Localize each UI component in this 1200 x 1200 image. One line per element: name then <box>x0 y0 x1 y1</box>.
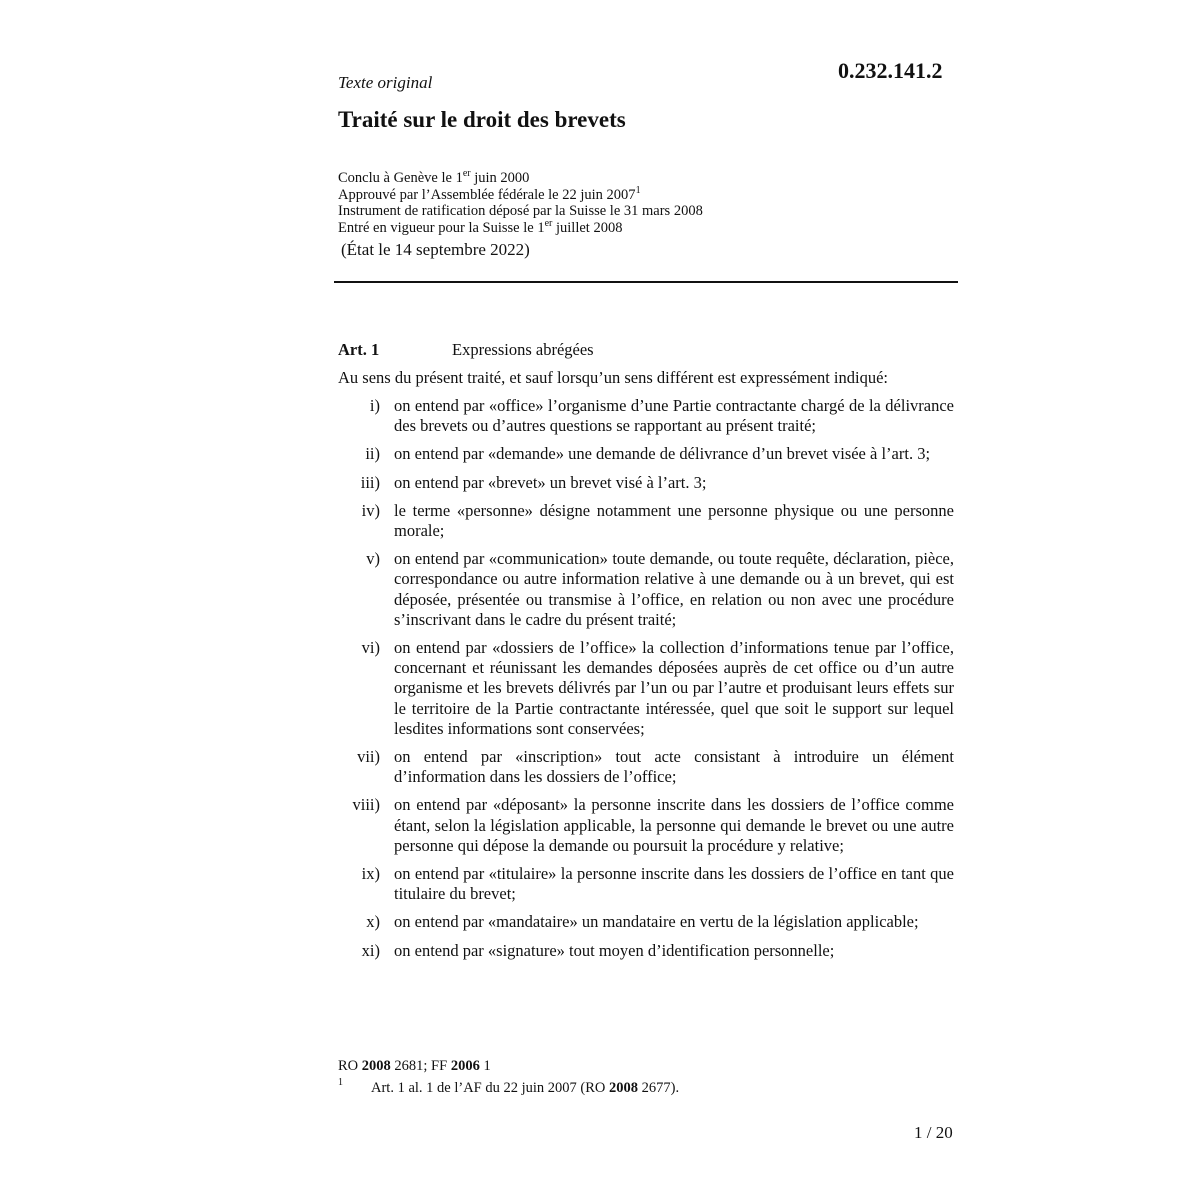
concluded-line: Conclu à Genève le 1er juin 2000 <box>338 168 530 186</box>
item-text: on entend par «titulaire» la personne inscrite dans les dossiers de l’office en tant que titulaire du brevet; <box>394 864 954 904</box>
page-number: 1 / 20 <box>914 1123 953 1142</box>
item-text: le terme «personne» désigne notamment une personne physique ou une personne morale; <box>394 500 954 541</box>
item-marker: xi) <box>361 940 380 960</box>
approved-line: Approuvé par l’Assemblée fédérale le 22 juin 2007$^1$ <box>338 184 641 203</box>
item-text: on entend par «brevet» un brevet visé à l’art. 3; <box>394 472 707 492</box>
item-marker: i) <box>369 396 380 415</box>
list-item <box>338 638 958 739</box>
item-text: on entend par «mandataire» un mandataire en vertu de la législation applicable; <box>394 912 919 932</box>
item-marker: ii) <box>365 444 380 464</box>
item-text: on entend par «signature» tout moyen d’identification personnelle; <box>394 940 835 960</box>
header-divider <box>334 281 958 283</box>
item-text: on entend par «office» l’organisme d’une Partie contractante chargé de la délivrance des brevets ou d’autres questions se rapportant au présent traité; <box>394 396 954 436</box>
sr-number: 0.232.141.2 <box>838 58 943 83</box>
item-marker: vii) <box>357 747 380 767</box>
item-marker: ix) <box>361 864 380 884</box>
original-text-label: Texte original <box>338 73 433 92</box>
article-title: Expressions abrégées <box>452 340 594 359</box>
item-marker: iv) <box>361 500 380 520</box>
item-text: on entend par «demande» une demande de délivrance d’un brevet visée à l’art. 3; <box>394 444 931 464</box>
item-text: on entend par «dossiers de l’office» la collection d’informations tenue par l’office, concernant et réunissant les demandes déposées auprès de cet office ou d’un autre organisme et les brevets délivrés par l’un ou par l’autre et produisant leurs effets sur le territoire de la Partie contractante intéressée, quel que soit le support sur lequel lesdites informations sont conservées; <box>394 638 954 738</box>
list-item <box>338 549 958 630</box>
list-item <box>338 473 958 493</box>
status-date: (État le 14 septembre 2022) <box>341 240 530 259</box>
list-item <box>338 444 958 464</box>
article-number: Art. 1 <box>338 340 380 359</box>
footnote-number: 1 <box>338 1077 343 1088</box>
definitions-list <box>338 396 958 969</box>
item-marker: x) <box>366 912 380 932</box>
document-title: Traité sur le droit des brevets <box>338 107 626 132</box>
item-marker: iii) <box>360 472 380 492</box>
treaty-metadata <box>338 170 703 236</box>
list-item <box>338 747 958 787</box>
list-item <box>338 795 958 856</box>
item-text: on entend par «déposant» la personne inscrite dans les dossiers de l’office comme étant, selon la législation applicable, la personne qui demande le brevet ou une autre personne qui dépose la demande ou poursuit la procédure y relative; <box>394 795 954 855</box>
item-marker: vi) <box>361 638 380 658</box>
list-item <box>338 501 958 541</box>
item-text: on entend par «inscription» tout acte consistant à introduire un élément d’information dans les dossiers de l’office; <box>394 747 954 787</box>
item-marker: viii) <box>352 795 380 815</box>
list-item <box>338 912 958 932</box>
list-item <box>338 396 958 436</box>
entry-into-force-line: Entré en vigueur pour la Suisse le 1er juillet 2008 <box>338 217 623 236</box>
article-intro: Au sens du présent traité, et sauf lorsqu’un sens différent est expressément indiqué: <box>338 368 889 387</box>
list-item <box>338 864 958 904</box>
list-item <box>338 941 958 961</box>
footnote-text: Art. 1 al. 1 de l’AF du 22 juin 2007 (RO 2008 2677). <box>371 1080 680 1096</box>
footnote-ref-1[interactable]: 1 <box>635 184 641 196</box>
item-text: on entend par «communication» toute demande, ou toute requête, déclaration, pièce, correspondance ou autre information relative à une demande ou à un brevet, qui est déposée, présentée ou transmise à l’office, en relation ou non avec une procédure s’inscrivant dans le cadre du présent traité; <box>394 549 954 629</box>
publication-reference: RO 2008 2681; FF 2006 1 <box>338 1058 491 1074</box>
ratification-line: Instrument de ratification déposé par la Suisse le 31 mars 2008 <box>338 203 703 219</box>
item-marker: v) <box>366 549 380 569</box>
